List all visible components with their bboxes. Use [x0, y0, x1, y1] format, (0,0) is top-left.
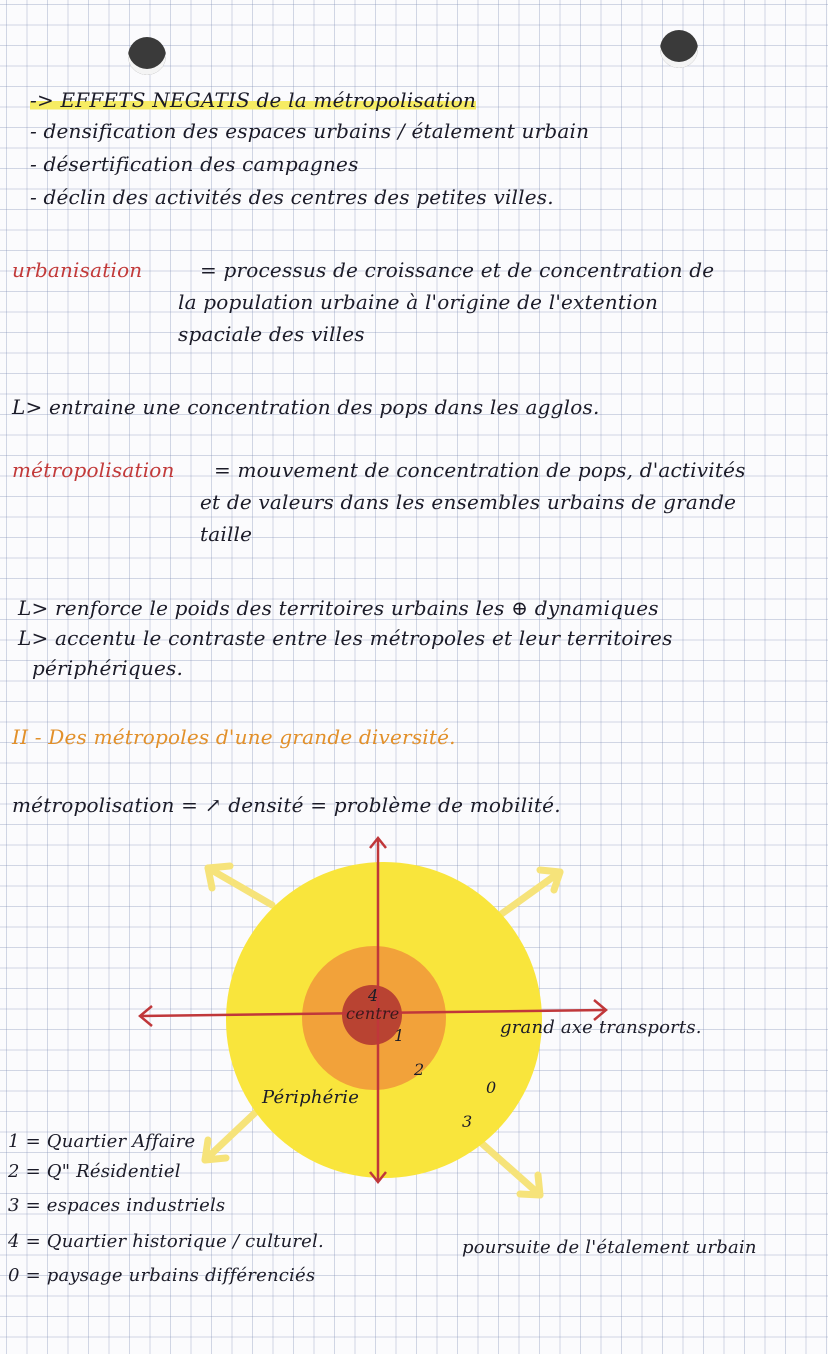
legend-item: 2 = Q" Résidentiel: [8, 1161, 181, 1182]
legend-item: 0 = paysage urbains différenciés: [8, 1265, 316, 1286]
metro-problem: métropolisation = ↗ densité = problème de mobilité.: [12, 793, 561, 817]
effet-item: - désertification des campagnes: [30, 152, 359, 176]
urbanisation-def-line: la population urbaine à l'origine de l'extention: [178, 290, 659, 314]
legend-item: 4 = Quartier historique / culturel.: [8, 1231, 324, 1252]
metropolisation-def-line: et de valeurs dans les ensembles urbains de grande: [200, 490, 737, 514]
effet-item: - densification des espaces urbains / étalement urbain: [30, 119, 590, 143]
label-centre: centre: [346, 1004, 400, 1023]
term-urbanisation: urbanisation: [12, 258, 143, 282]
arrow-top-left: [208, 868, 272, 905]
arrow-top-right: [500, 872, 560, 915]
heading-text: -> EFFETS NEGATIS de la métropolisation: [30, 88, 477, 112]
arrow-bottom-left: [205, 1110, 258, 1160]
label-four: 4: [368, 986, 379, 1005]
effet-item: - déclin des activités des centres des petites villes.: [30, 185, 554, 209]
legend-item: 3 = espaces industriels: [8, 1195, 226, 1216]
metropolisation-def-line: taille: [200, 522, 253, 546]
urbanisation-def-line: = processus de croissance et de concentration de: [200, 258, 715, 282]
metropolisation-def-line: = mouvement de concentration de pops, d'activités: [214, 458, 746, 482]
label-peripherie: Périphérie: [262, 1087, 360, 1108]
arrow-bottom-right: [478, 1140, 540, 1195]
metropolisation-consequence: périphériques.: [32, 656, 184, 680]
section-heading: II - Des métropoles d'une grande diversité.: [12, 725, 456, 749]
metropolisation-consequence: L> renforce le poids des territoires urbains les ⊕ dynamiques: [18, 596, 659, 620]
term-metropolisation: métropolisation: [12, 458, 175, 482]
label-three: 3: [462, 1112, 473, 1131]
legend-item: 1 = Quartier Affaire: [8, 1131, 196, 1152]
label-grand-axe: grand axe transports.: [500, 1017, 702, 1038]
urbanisation-def-line: spaciale des villes: [178, 322, 365, 346]
urbanisation-consequence: L> entraine une concentration des pops dans les agglos.: [12, 395, 600, 419]
label-etalement: poursuite de l'étalement urbain: [462, 1237, 757, 1258]
label-two: 2: [414, 1060, 425, 1079]
metropolisation-consequence: L> accentu le contraste entre les métropoles et leur territoires: [18, 626, 673, 650]
label-zero: 0: [486, 1078, 497, 1097]
label-one: 1: [394, 1026, 405, 1045]
